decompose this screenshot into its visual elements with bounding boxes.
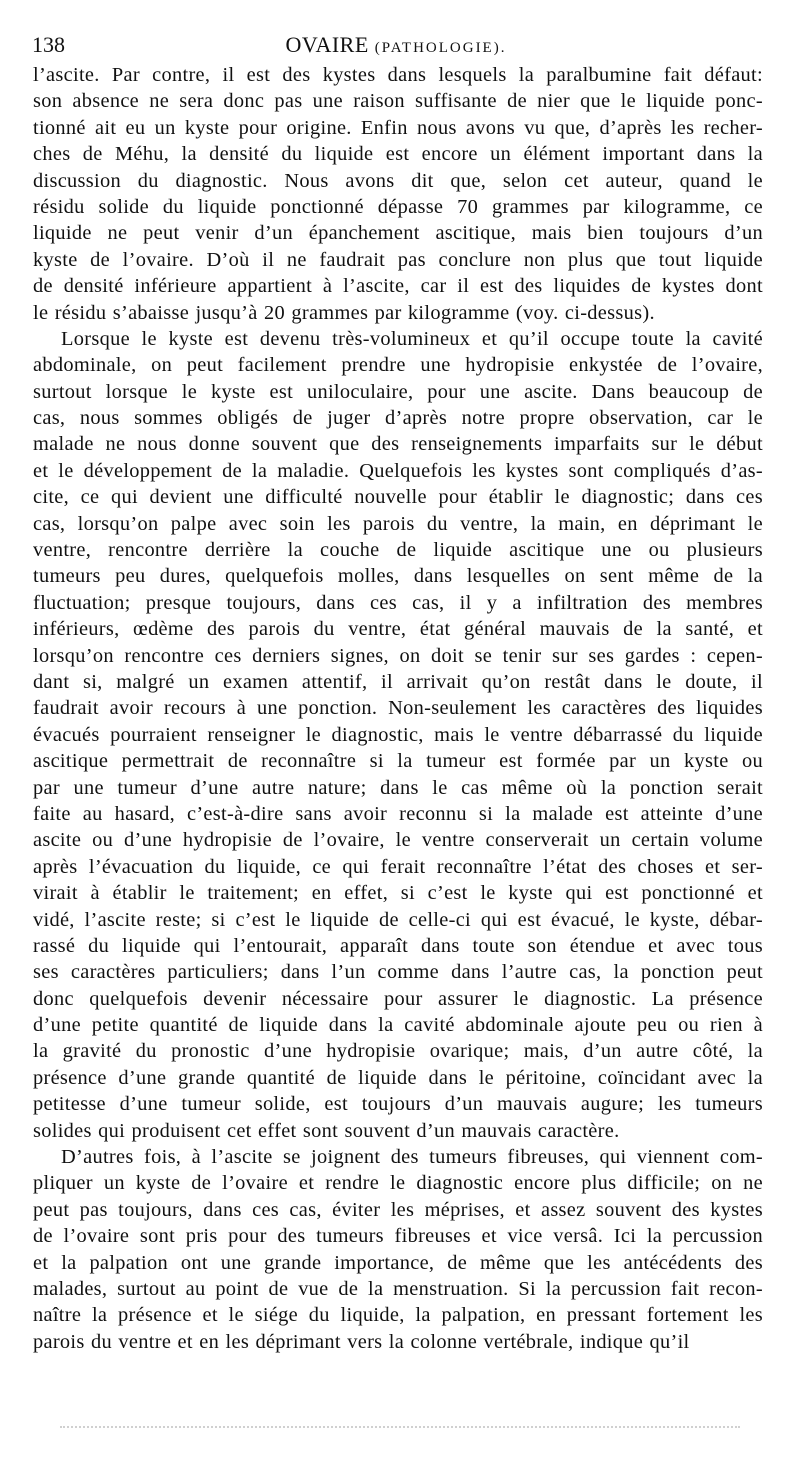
text-line: surtout lorsque le kyste est uniloculaire, pour une ascite. Dans beaucoup de bbox=[33, 380, 763, 403]
text-line: le résidu s’abaisse jusqu’à 20 grammes par kilogramme (voy. ci-dessus). bbox=[33, 301, 655, 324]
text-line: inférieurs, œdème des parois du ventre, état général mauvais de la santé, et bbox=[33, 618, 763, 641]
text-line: liquide ne peut venir d’un épanchement ascitique, mais bien toujours d’un bbox=[33, 222, 763, 245]
text-line: D’autres fois, à l’ascite se joignent des tumeurs fibreuses, qui viennent com- bbox=[61, 1146, 763, 1169]
body-text bbox=[33, 62, 763, 1355]
text-line: ascitique permettrait de reconnaître si la tumeur est formée par un kyste ou bbox=[33, 750, 763, 773]
text-line: parois du ventre et en les déprimant vers la colonne vertébrale, indique qu’il bbox=[33, 1330, 690, 1353]
text-line: son absence ne sera donc pas une raison suffisante de nier que le liquide ponc- bbox=[33, 90, 763, 113]
text-line: de l’ovaire sont pris pour des tumeurs fibreuses et vice versâ. Ici la percussion bbox=[33, 1225, 763, 1248]
text-line: Lorsque le kyste est devenu très-volumineux et qu’il occupe toute la cavité bbox=[61, 327, 763, 350]
text-line: fluctuation; presque toujours, dans ces cas, il y a infiltration des membres bbox=[33, 591, 763, 614]
text-line: discussion du diagnostic. Nous avons dit que, selon cet auteur, quand le bbox=[33, 169, 763, 192]
text-line: l’ascite. Par contre, il est des kystes dans lesquels la paralbumine fait défaut: bbox=[33, 64, 763, 86]
text-line: résidu solide du liquide ponctionné dépasse 70 grammes par kilogramme, ce bbox=[33, 195, 763, 218]
text-line: virait à établir le traitement; en effet, si c’est le kyste qui est ponctionné et bbox=[33, 882, 763, 905]
text-line: malade ne nous donne souvent que des renseignements imparfaits sur le début bbox=[33, 433, 763, 456]
text-line: abdominale, on peut facilement prendre une hydropisie enkystée de l’ovaire, bbox=[33, 354, 763, 377]
paragraph bbox=[33, 1144, 763, 1355]
text-line: malades, surtout au point de vue de la menstruation. Si la percussion fait recon- bbox=[33, 1277, 763, 1300]
running-title-section: (PATHOLOGIE). bbox=[374, 40, 507, 56]
text-line: tumeurs peu dures, quelquefois molles, dans lesquelles on sent même de la bbox=[33, 565, 763, 588]
running-title-main: OVAIRE bbox=[285, 32, 369, 57]
paragraph bbox=[33, 62, 763, 326]
text-line: pliquer un kyste de l’ovaire et rendre le diagnostic encore plus difficile; on ne bbox=[33, 1172, 763, 1195]
text-line: peut pas toujours, dans ces cas, éviter les méprises, et assez souvent des kystes bbox=[33, 1198, 763, 1221]
text-line: cas, nous sommes obligés de juger d’après notre propre observation, car le bbox=[33, 407, 763, 430]
text-line: ascite ou d’une hydropisie de l’ovaire, le ventre conserverait un certain volume bbox=[33, 829, 763, 852]
text-line: de densité inférieure appartient à l’ascite, car il est des liquides de kystes dont bbox=[33, 275, 763, 298]
paragraph bbox=[33, 326, 763, 1144]
page-header bbox=[32, 30, 760, 60]
running-title bbox=[32, 30, 760, 63]
text-line: présence d’une grande quantité de liquide dans le péritoine, coïncidant avec la bbox=[33, 1066, 763, 1089]
text-line: tionné ait eu un kyste pour origine. Enfin nous avons vu que, d’après les recher- bbox=[33, 116, 763, 139]
text-line: et le développement de la maladie. Quelquefois les kystes sont compliqués d’as- bbox=[33, 459, 763, 482]
text-line: et la palpation ont une grande importance, de même que les antécédents des bbox=[33, 1251, 763, 1274]
text-line: petitesse d’une tumeur solide, est toujours d’un mauvais augure; les tumeurs bbox=[33, 1093, 763, 1116]
text-line: solides qui produisent cet effet sont souvent d’un mauvais caractère. bbox=[33, 1119, 620, 1142]
text-line: par une tumeur d’une autre nature; dans le cas même où la ponction serait bbox=[33, 776, 763, 799]
text-line: d’une petite quantité de liquide dans la cavité abdominale ajoute peu ou rien à bbox=[33, 1014, 763, 1037]
text-line: ventre, rencontre derrière la couche de liquide ascitique une ou plusieurs bbox=[33, 539, 763, 562]
page-number: 138 bbox=[32, 32, 65, 57]
text-line: après l’évacuation du liquide, ce qui ferait reconnaître l’état des choses et ser- bbox=[33, 855, 763, 878]
text-line: faudrait avoir recours à une ponction. Non-seulement les caractères des liquides bbox=[33, 697, 763, 720]
text-line: kyste de l’ovaire. D’où il ne faudrait pas conclure non plus que tout liquide bbox=[33, 248, 763, 271]
text-line: la gravité du pronostic d’une hydropisie ovarique; mais, d’un autre côté, la bbox=[33, 1040, 763, 1063]
text-line: faite au hasard, c’est-à-dire sans avoir reconnu si la malade est atteinte d’une bbox=[33, 802, 763, 825]
text-line: ses caractères particuliers; dans l’un comme dans l’autre cas, la ponction peut bbox=[33, 961, 763, 984]
text-line: évacués pourraient renseigner le diagnostic, mais le ventre débarrassé du liquide bbox=[33, 723, 763, 746]
bottom-rule bbox=[60, 1426, 740, 1434]
text-line: dant si, malgré un examen attentif, il arrivait qu’on restât dans le doute, il bbox=[33, 670, 763, 693]
text-line: cas, lorsqu’on palpe avec soin les parois du ventre, la main, en déprimant le bbox=[33, 512, 763, 535]
text-line: rassé du liquide qui l’entourait, apparaît dans toute son étendue et avec tous bbox=[33, 934, 763, 957]
text-line: lorsqu’on rencontre ces derniers signes, on doit se tenir sur ses gardes : cepen- bbox=[33, 644, 763, 667]
text-line: donc quelquefois devenir nécessaire pour assurer le diagnostic. La présence bbox=[33, 987, 763, 1010]
text-line: vidé, l’ascite reste; si c’est le liquide de celle-ci qui est évacué, le kyste, débar- bbox=[33, 908, 763, 931]
text-line: naître la présence et le siége du liquide, la palpation, en pressant fortement les bbox=[33, 1304, 763, 1327]
text-line: ches de Méhu, la densité du liquide est encore un élément important dans la bbox=[33, 143, 763, 166]
text-line: cite, ce qui devient une difficulté nouvelle pour établir le diagnostic; dans ces bbox=[33, 486, 763, 509]
